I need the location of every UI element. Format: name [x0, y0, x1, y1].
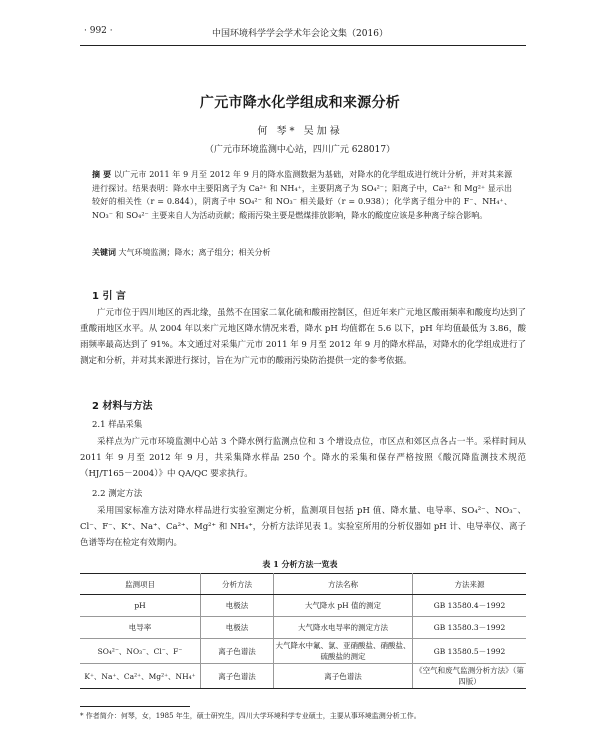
- section-2-1-heading: 2.1 样品采集: [92, 420, 143, 430]
- table-cell: 大气降水 pH 值的测定: [274, 595, 413, 617]
- table-cell: K⁺、Na⁺、Ca²⁺、Mg²⁺、NH₄⁺: [80, 664, 201, 689]
- methods-table: [80, 573, 526, 689]
- table-row: [80, 617, 526, 639]
- section-2-heading: 2 材料与方法: [92, 401, 153, 412]
- table-cell: 电极法: [201, 617, 274, 639]
- table-cell: 电极法: [201, 595, 274, 617]
- section-1-text: 广元市位于四川地区的西北缘，虽然不在国家二氧化硫和酸雨控制区，但近年来广元地区酸雨频率和酸度均达到了重酸雨地区水平。从 2004 年以来广元地区降水情况来看，降水 pH 均值都在 5.6 以下，pH 年均值最低为 3.86，酸雨频率最高达到了 91%。本文通过对采集广元市 2011 年 9 月至 2012 年 9 月的降水样品，对降水的化学组成进行了测定和分析，并对其来源进行探讨，旨在为广元市的酸雨污染防治提供一定的参考依据。: [80, 308, 526, 366]
- footnote-rule: [80, 706, 190, 707]
- abstract-label: 摘 要: [92, 169, 112, 179]
- table-cell: 大气降水中氟、氯、亚硝酸盐、硝酸盐、硫酸盐的测定: [274, 639, 413, 664]
- table-cell: pH: [80, 595, 201, 617]
- section-2-2-text: 采用国家标准方法对降水样品进行实验室测定分析，监测项目包括 pH 值、降水量、电导率、SO₄²⁻、NO₃⁻、Cl⁻、F⁻、K⁺、Na⁺、Ca²⁺、Mg²⁺ 和 NH₄⁺，分析方法详见表 1。实验室所用的分析仪器如 pH 计、电导率仪、离子色谱等均在检定有效期内。: [80, 506, 526, 548]
- section-2-1-text: 采样点为广元市环境监测中心站 3 个降水例行监测点位和 3 个增设点位，市区点和郊区点各占一半。采样时间从 2011 年 9 月至 2012 年 9 月，共采集降水样品 250 个。降水的采集和保存严格按照《酸沉降监测技术规范（HJ/T165－2004）》中 QA/QC 要求执行。: [80, 437, 526, 479]
- table-header-cell: 方法来源: [413, 574, 527, 595]
- page-number: · 992 ·: [84, 26, 113, 36]
- table-cell: 离子色谱法: [274, 664, 413, 689]
- keywords-text: 大气环境监测；降水；离子组分；相关分析: [118, 248, 271, 257]
- table-cell: 离子色谱法: [201, 664, 274, 689]
- table-header-cell: 监测项目: [80, 574, 201, 595]
- section-2-2-heading: 2.2 测定方法: [92, 489, 143, 499]
- keywords-label: 关键词: [92, 247, 116, 257]
- table-cell: 电导率: [80, 617, 201, 639]
- table-cell: 大气降水电导率的测定方法: [274, 617, 413, 639]
- authors: 何 琴* 吴加禄: [257, 126, 343, 137]
- table-cell: SO₄²⁻、NO₃⁻、Cl⁻、F⁻: [80, 639, 201, 664]
- table-header-cell: 方法名称: [274, 574, 413, 595]
- header-rule: [80, 45, 526, 46]
- table-cell: 《空气和废气监测分析方法》（第四版）: [413, 664, 527, 689]
- journal-header: 中国环境科学学会学术年会论文集（2016）: [212, 29, 388, 39]
- table-header-cell: 分析方法: [201, 574, 274, 595]
- affiliation: （广元市环境监测中心站，四川广元 628017）: [204, 145, 396, 155]
- section-1-heading: 1 引 言: [92, 291, 126, 302]
- table-cell: 离子色谱法: [201, 639, 274, 664]
- table-cell: GB 13580.3－1992: [413, 617, 527, 639]
- table-caption: 表 1 分析方法一览表: [262, 559, 338, 569]
- abstract: [92, 168, 512, 222]
- table-cell: GB 13580.5－1992: [413, 639, 527, 664]
- keywords: [92, 247, 512, 258]
- footnote: * 作者简介：何琴，女，1985 年生，硕士研究生，四川大学环境科学专业硕士，主要从事环境监测分析工作。: [80, 712, 421, 720]
- table-cell: GB 13580.4－1992: [413, 595, 527, 617]
- abstract-text: 以广元市 2011 年 9 月至 2012 年 9 月的降水监测数据为基础，对降水的化学组成进行统计分析，并对其来源进行探讨。结果表明：降水中主要阳离子为 Ca²⁺ 和 NH₄⁺，主要阴离子为 SO₄²⁻；阳离子中，Ca²⁺ 和 Mg²⁺ 显示出较好的相关性（r = 0.844），阴离子中 SO₄²⁻ 和 NO₃⁻ 相关最好（r = 0.938）；化学离子组分中的 F⁻、NH₄⁺、NO₃⁻ 和 SO₄²⁻ 主要来自人为活动贡献；酸雨污染主要是燃煤排放影响，降水的酸度应该是多种离子综合影响。: [92, 170, 513, 220]
- paper-title: 广元市降水化学组成和来源分析: [199, 95, 401, 111]
- table-row: [80, 639, 526, 664]
- table-row: [80, 595, 526, 617]
- table-row: [80, 664, 526, 689]
